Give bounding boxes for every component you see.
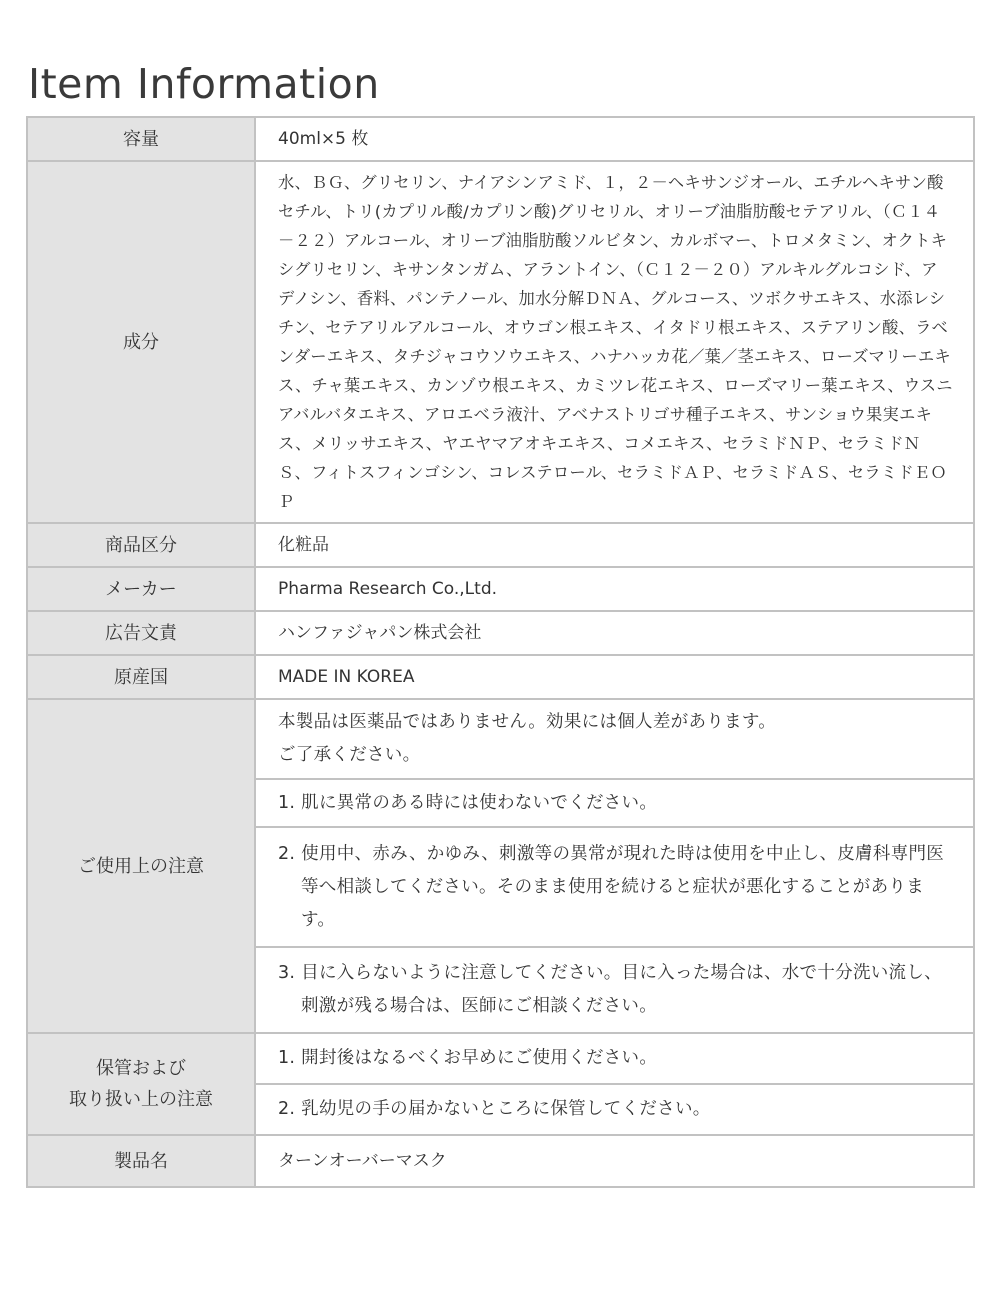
label-capacity: 容量 xyxy=(27,117,255,161)
storage-note-2-text: 2. 乳幼児の手の届かないところに保管してください。 xyxy=(278,1099,711,1119)
label-maker: メーカー xyxy=(27,567,255,611)
label-category: 商品区分 xyxy=(27,523,255,567)
usage-note-3-text: 3. 目に入らないように注意してください。目に入った場合は、水で十分洗い流し、刺激が残る場合は、医師にご相談ください。 xyxy=(278,963,942,1016)
table-row-ingredients xyxy=(27,161,974,523)
usage-intro xyxy=(256,700,973,780)
label-usage: ご使用上の注意 xyxy=(27,699,255,1033)
label-advertiser: 広告文責 xyxy=(27,611,255,655)
value-maker: Pharma Research Co.,Ltd. xyxy=(255,567,974,611)
storage-notes xyxy=(255,1033,974,1135)
usage-note-1 xyxy=(256,780,973,828)
usage-note-2-text: 2. 使用中、赤み、かゆみ、刺激等の異常が現れた時は使用を中止し、皮膚科専門医等へ相談してください。そのまま使用を続けると症状が悪化することがあります。 xyxy=(278,843,945,930)
usage-intro-line2: ご了承ください。 xyxy=(278,745,421,765)
usage-note-1-text: 1. 肌に異常のある時には使わないでください。 xyxy=(278,792,658,813)
table-row-origin xyxy=(27,655,974,699)
label-storage xyxy=(27,1033,255,1135)
table-row-category xyxy=(27,523,974,567)
table-row-maker xyxy=(27,567,974,611)
value-advertiser: ハンファジャパン株式会社 xyxy=(255,611,974,655)
table-row-capacity xyxy=(27,117,974,161)
usage-intro-line1: 本製品は医薬品ではありません。効果には個人差があります。 xyxy=(278,712,777,732)
item-info-table xyxy=(26,116,975,1188)
value-ingredients: 水、ＢＧ、グリセリン、ナイアシンアミド、１，２－ヘキサンジオール、エチルヘキサン酸セチル、トリ(カプリル酸/カプリン酸)グリセリル、オリーブ油脂肪酸セテアリル、（Ｃ１４－２２）アルコール、オリーブ油脂肪酸ソルビタン、カルボマー、トロメタミン、オクトキシグリセリン、キサンタンガム、アラントイン、（Ｃ１２－２０）アルキルグルコシド、アデノシン、香料、パンテノール、加水分解ＤＮＡ、グルコース、ツボクサエキス、水添レシチン、セテアリルアルコール、オウゴン根エキス、イタドリ根エキス、ステアリン酸、ラベンダーエキス、タチジャコウソウエキス、ハナハッカ花／葉／茎エキス、ローズマリーエキス、チャ葉エキス、カンゾウ根エキス、カミツレ花エキス、ローズマリー葉エキス、ウスニアバルバタエキス、アロエベラ液汁、アベナストリゴサ種子エキス、サンショウ果実エキス、メリッサエキス、ヤエヤマアオキエキス、コメエキス、セラミドＮＰ、セラミドＮＳ、フィトスフィンゴシン、コレステロール、セラミドＡＰ、セラミドＡＳ、セラミドＥＯＰ xyxy=(255,161,974,523)
label-origin: 原産国 xyxy=(27,655,255,699)
label-ingredients: 成分 xyxy=(27,161,255,523)
label-storage-line2: 取り扱い上の注意 xyxy=(69,1089,213,1110)
usage-note-2 xyxy=(256,828,973,948)
value-origin: MADE IN KOREA xyxy=(255,655,974,699)
table-row-usage xyxy=(27,699,974,1033)
table-row-storage xyxy=(27,1033,974,1135)
usage-note-3 xyxy=(256,948,973,1032)
label-storage-line1: 保管および xyxy=(96,1058,186,1079)
value-product-name: ターンオーバーマスク xyxy=(255,1135,974,1187)
value-category: 化粧品 xyxy=(255,523,974,567)
storage-note-1-text: 1. 開封後はなるべくお早めにご使用ください。 xyxy=(278,1048,658,1068)
label-product-name: 製品名 xyxy=(27,1135,255,1187)
usage-notes xyxy=(255,699,974,1033)
page-title: Item Information xyxy=(28,60,380,108)
table-row-advertiser xyxy=(27,611,974,655)
storage-note-2 xyxy=(256,1085,973,1134)
value-capacity: 40ml×5 枚 xyxy=(255,117,974,161)
storage-note-1 xyxy=(256,1034,973,1085)
table-row-product-name xyxy=(27,1135,974,1187)
